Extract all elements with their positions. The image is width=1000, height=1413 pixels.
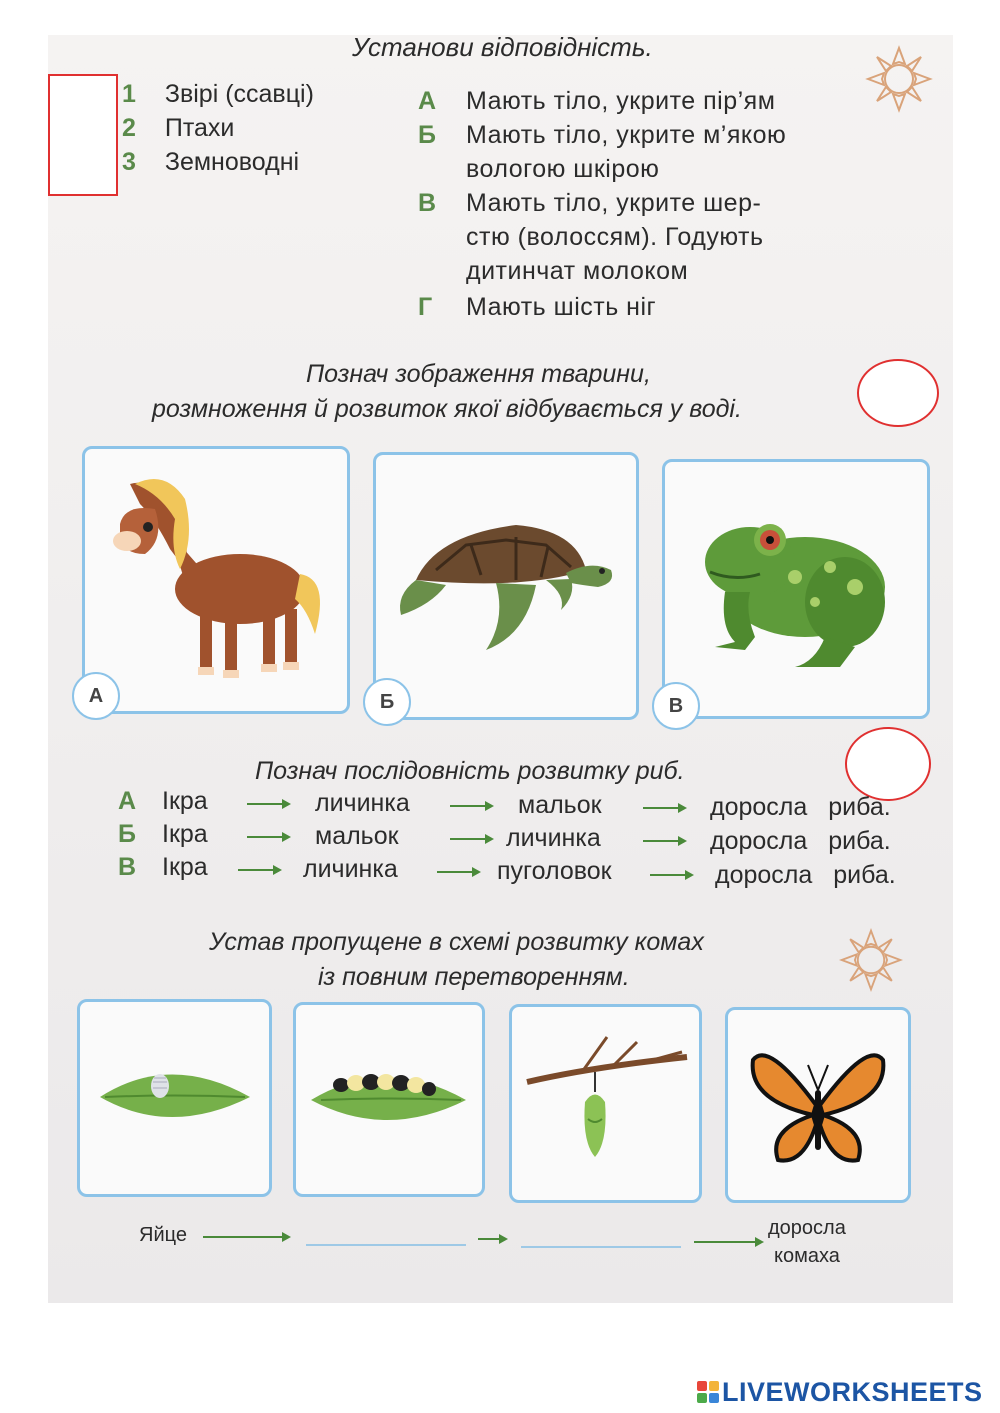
scheme-start-label: Яйце: [139, 1224, 187, 1246]
scheme-end-line: комаха: [773, 1245, 840, 1267]
right-item-b: [418, 118, 786, 186]
item-line: дитинчат молоком: [466, 257, 689, 285]
right-item-v: [418, 186, 764, 288]
item-line: стю (волоссям). Годують: [466, 223, 764, 251]
task2-title-line1: Познач зображення тварини,: [306, 360, 651, 388]
arrow-right-icon: [643, 807, 685, 809]
item-text: Земноводні: [164, 148, 300, 176]
fish-row-b-letter: Б: [118, 820, 136, 848]
fish-step: личинка: [506, 824, 601, 852]
task1-title: Установи відповідність.: [352, 32, 653, 62]
arrow-right-icon: [694, 1241, 762, 1243]
right-item-g: [418, 290, 656, 324]
fish-step: доросла риба.: [710, 793, 891, 821]
arrow-right-icon: [238, 869, 280, 871]
fish-step: Ікра: [162, 853, 208, 881]
fish-row-a-letter: А: [118, 787, 137, 815]
arrow-right-icon: [437, 871, 479, 873]
stage-card-chrysalis: [509, 1004, 702, 1203]
stage-card-butterfly: [725, 1007, 911, 1203]
liveworksheets-logo-text[interactable]: LIVEWORKSHEETS: [722, 1377, 983, 1407]
left-item-3: [122, 148, 299, 177]
arrow-right-icon: [650, 874, 692, 876]
card-label-v: В: [652, 682, 700, 730]
animal-card-a[interactable]: [82, 446, 350, 714]
fish-row-v-letter: В: [118, 853, 137, 881]
item-line: вологою шкірою: [466, 155, 660, 183]
arrow-right-icon: [450, 805, 492, 807]
turtle-icon: [376, 455, 636, 717]
item-line: Мають тіло, укрите пір’ям: [466, 87, 776, 115]
answer-blank-2[interactable]: [521, 1246, 681, 1248]
left-item-2: [122, 114, 234, 143]
horse-icon: [85, 449, 347, 711]
task4-title-line1: Устав пропущене в схемі розвитку комах: [209, 928, 704, 956]
arrow-right-icon: [478, 1238, 506, 1240]
fish-step: пуголовок: [497, 857, 612, 885]
task4-title-line2: із повним перетворенням.: [318, 963, 630, 991]
animal-card-v[interactable]: [662, 459, 930, 719]
caterpillar-on-leaf-icon: [296, 1005, 482, 1194]
answer-box-task1[interactable]: [48, 74, 118, 196]
answer-circle-task2[interactable]: [857, 359, 939, 427]
egg-on-leaf-icon: [80, 1002, 269, 1194]
card-label-b: Б: [363, 678, 411, 726]
fish-step: доросла риба.: [710, 827, 891, 855]
arrow-right-icon: [203, 1236, 289, 1238]
item-number: 2: [122, 114, 136, 142]
arrow-right-icon: [247, 803, 289, 805]
chrysalis-on-branch-icon: [512, 1007, 699, 1200]
fish-step: Ікра: [162, 820, 208, 848]
stage-card-egg: [77, 999, 272, 1197]
frog-icon: [665, 462, 927, 716]
item-line: Мають тіло, укрите шер-: [466, 189, 762, 217]
fish-step: Ікра: [162, 787, 208, 815]
task3-title: Познач послідовність розвитку риб.: [255, 757, 685, 785]
card-label-a: А: [72, 672, 120, 720]
animal-card-b[interactable]: [373, 452, 639, 720]
answer-blank-1[interactable]: [306, 1244, 466, 1246]
item-letter: В: [418, 189, 437, 217]
stage-card-caterpillar: [293, 1002, 485, 1197]
item-number: 3: [122, 148, 136, 176]
fish-step: мальок: [518, 791, 602, 819]
answer-circle-task3[interactable]: [845, 727, 931, 801]
fish-step: личинка: [303, 855, 398, 883]
butterfly-icon: [728, 1010, 908, 1200]
item-text: Звірі (ссавці): [164, 80, 314, 108]
item-text: Птахи: [164, 114, 235, 142]
item-letter: Б: [418, 121, 436, 149]
sun-flower-icon: [836, 925, 906, 995]
item-number: 1: [122, 80, 136, 108]
liveworksheets-logo-icon: [697, 1381, 719, 1403]
item-line: Мають шість ніг: [466, 293, 657, 321]
arrow-right-icon: [450, 838, 492, 840]
arrow-right-icon: [643, 840, 685, 842]
fish-step: личинка: [315, 789, 410, 817]
scheme-end-label: [768, 1214, 846, 1270]
right-item-a: [418, 84, 775, 118]
left-item-1: [122, 80, 314, 109]
fish-step: мальок: [315, 822, 399, 850]
fish-step: доросла риба.: [715, 861, 896, 889]
scheme-end-line: доросла: [768, 1217, 846, 1239]
item-line: Мають тіло, укрите м’якою: [466, 121, 787, 149]
item-letter: А: [418, 87, 437, 115]
arrow-right-icon: [247, 836, 289, 838]
item-letter: Г: [418, 293, 433, 321]
sun-flower-icon: [862, 42, 936, 116]
task2-title-line2: розмноження й розвиток якої відбувається у воді.: [152, 395, 742, 423]
